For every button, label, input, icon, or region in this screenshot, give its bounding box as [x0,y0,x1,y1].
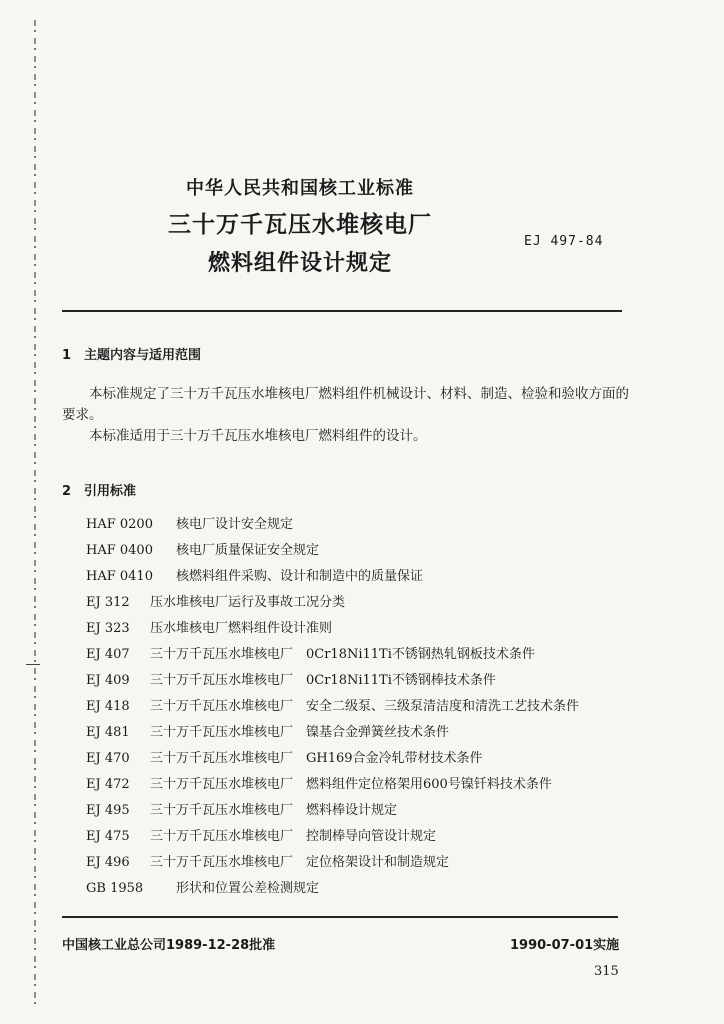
ref-title: 压水堆核电厂运行及事故工况分类 [150,595,346,610]
ref-row [86,568,626,590]
referenced-standards-list [86,516,626,906]
ref-row [86,516,626,538]
footer-divider [62,916,618,918]
ref-row [86,672,626,694]
binding-edge-marks [34,20,36,1010]
ref-title: 三十万千瓦压水堆核电厂 定位格架设计和制造规定 [150,855,450,870]
ref-row [86,828,626,850]
ref-code: HAF 0200 [86,517,153,532]
ref-code: EJ 472 [86,777,130,792]
ref-title: 三十万千瓦压水堆核电厂 0Cr18Ni11Ti不锈钢热轧钢板技术条件 [150,647,535,662]
ref-code: EJ 495 [86,803,130,818]
standard-title-line1: 三十万千瓦压水堆核电厂 [168,212,432,238]
ref-code: EJ 409 [86,673,130,688]
section-2-title: 引用标准 [84,484,137,499]
section-1-body [62,384,632,447]
ref-row [86,646,626,668]
ref-title: 三十万千瓦压水堆核电厂 GH169合金冷轧带材技术条件 [150,751,483,766]
section-1-paragraph-1: 本标准规定了三十万千瓦压水堆核电厂燃料组件机械设计、材料、制造、检验和验收方面的要求。 [62,386,629,423]
section-1-number: 1 [62,348,72,363]
ref-title: 三十万千瓦压水堆核电厂 镍基合金弹簧丝技术条件 [150,725,450,740]
ref-row [86,542,626,564]
ref-title: 核电厂质量保证安全规定 [176,543,320,558]
ref-title: 核电厂设计安全规定 [176,517,294,532]
ref-code: EJ 418 [86,699,130,714]
standard-code: EJ 497-84 [524,234,604,249]
ref-code: EJ 323 [86,621,130,636]
ref-title: 压水堆核电厂燃料组件设计准则 [150,621,333,636]
ref-row [86,776,626,798]
page-number: 315 [594,964,619,979]
ref-row [86,880,626,902]
ref-code: EJ 470 [86,751,130,766]
margin-tick [26,664,40,665]
ref-code: EJ 481 [86,725,130,740]
ref-row [86,594,626,616]
section-1-title: 主题内容与适用范围 [84,348,202,363]
ref-row [86,724,626,746]
ref-title: 三十万千瓦压水堆核电厂 安全二级泵、三级泵清洁度和清洗工艺技术条件 [150,699,580,714]
issuing-organization: 中华人民共和国核工业标准 [186,178,414,199]
section-1-heading [62,344,201,363]
ref-title: 三十万千瓦压水堆核电厂 0Cr18Ni11Ti不锈钢棒技术条件 [150,673,496,688]
ref-code: EJ 312 [86,595,130,610]
ref-row [86,620,626,642]
ref-title: 三十万千瓦压水堆核电厂 控制棒导向管设计规定 [150,829,437,844]
section-2-heading [62,480,136,499]
ref-code: EJ 475 [86,829,130,844]
ref-code: HAF 0410 [86,569,153,584]
ref-row [86,854,626,876]
ref-title: 三十万千瓦压水堆核电厂 燃料组件定位格架用600号镍钎料技术条件 [150,777,552,792]
ref-code: EJ 407 [86,647,130,662]
standard-title-line2: 燃料组件设计规定 [207,251,392,276]
header-divider [62,310,622,312]
approval-line: 中国核工业总公司1989-12-28批准 [62,938,276,953]
ref-code: GB 1958 [86,881,144,896]
ref-title: 三十万千瓦压水堆核电厂 燃料棒设计规定 [150,803,398,818]
ref-title: 形状和位置公差检测规定 [176,881,320,896]
ref-row [86,750,626,772]
ref-row [86,698,626,720]
ref-code: HAF 0400 [86,543,153,558]
ref-code: EJ 496 [86,855,130,870]
ref-title: 核燃料组件采购、设计和制造中的质量保证 [176,569,424,584]
section-2-number: 2 [62,484,72,499]
ref-row [86,802,626,824]
section-1-paragraph-2: 本标准适用于三十万千瓦压水堆核电厂燃料组件的设计。 [89,428,427,444]
effective-date: 1990-07-01实施 [510,938,620,953]
